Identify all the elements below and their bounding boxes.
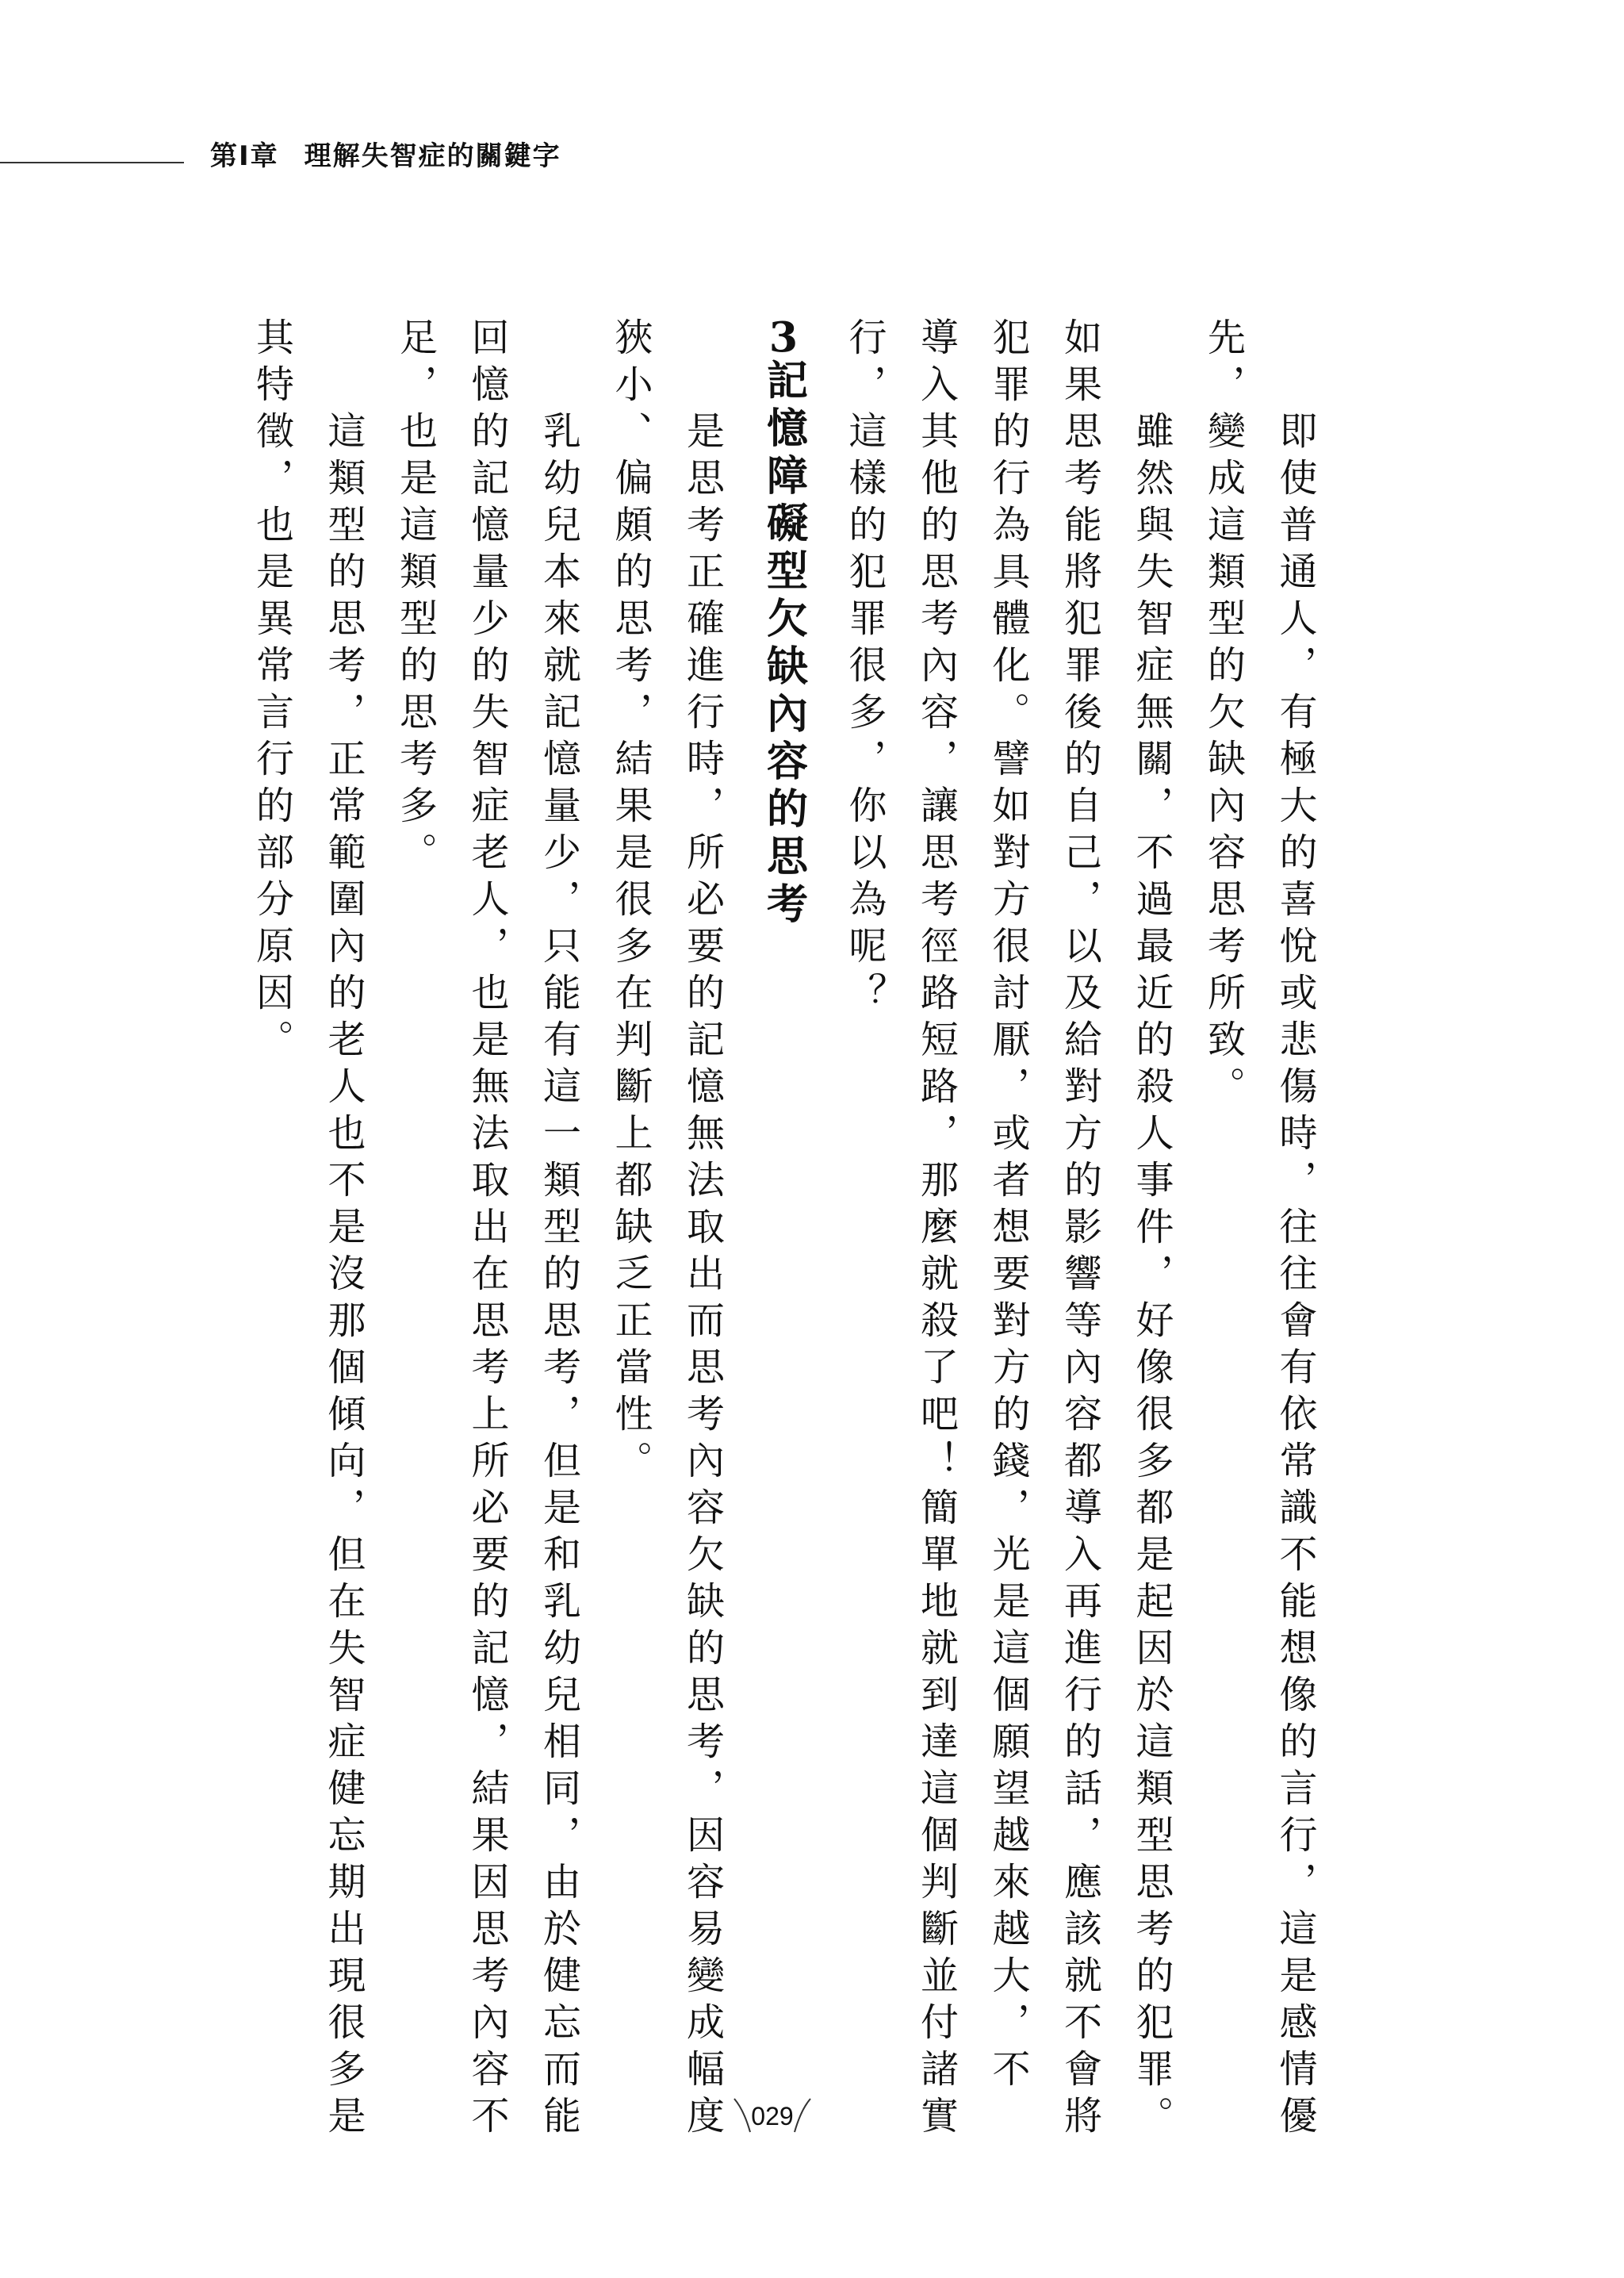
chapter-title: 理解失智症的關鍵字 (304, 140, 561, 172)
paragraph-line: 導入其他的思考內容，讓思考徑路短路，那麼就殺了吧！簡單地就到達這個判斷並付諸實 (914, 317, 959, 2142)
paragraph-line: 先，變成這類型的欠缺內容思考所致。 (1201, 317, 1246, 1113)
page-number-text: 029 (751, 2102, 794, 2130)
paragraph-line: 雖然與失智症無關，不過最近的殺人事件，好像很多都是起因於這類型思考的犯罪。 (1129, 411, 1174, 2142)
section-title: 記憶障礙型欠缺內容的思考 (759, 359, 807, 930)
paragraph-line: 如果思考能將犯罪後的自己，以及給對方的影響等內容都導入再進行的話，應該就不會將 (1057, 317, 1102, 2142)
paragraph-line: 狹小、偏頗的思考，結果是很多在判斷上都缺乏正當性。 (608, 317, 653, 1487)
paragraph-line: 足，也是這類型的思考多。 (393, 317, 438, 879)
section-heading (738, 317, 829, 1999)
paragraph-line: 是思考正確進行時，所必要的記憶無法取出而思考內容欠缺的思考，因容易變成幅度 (680, 411, 725, 2142)
paragraph-line: 這類型的思考，正常範圍內的老人也不是沒那個傾向，但在失智症健忘期出現很多是 (321, 411, 366, 2142)
paragraph-line: 回憶的記憶量少的失智症老人，也是無法取出在思考上所必要的記憶，結果因思考內容不 (465, 317, 509, 2142)
paragraph-line: 行，這樣的犯罪很多，你以為呢？ (842, 317, 887, 1019)
header-rule (0, 162, 184, 163)
section-number: 3 (768, 317, 799, 359)
paragraph-line: 犯罪的行為具體化。譬如對方很討厭，或者想要對方的錢，光是這個願望越來越大，不 (986, 317, 1030, 2096)
paragraph-line: 乳幼兒本來就記憶量少，只能有這一類型的思考，但是和乳幼兒相同，由於健忘而能 (536, 411, 581, 2142)
paragraph-line: 其特徵，也是異常言行的部分原因。 (249, 317, 294, 1066)
running-header (210, 140, 561, 172)
paragraph-line: 即使普通人，有極大的喜悅或悲傷時，往往會有依常識不能想像的言行，這是感情優 (1273, 411, 1317, 2142)
chapter-label: 第Ⅰ章 (210, 140, 279, 172)
page-number (733, 2094, 812, 2138)
